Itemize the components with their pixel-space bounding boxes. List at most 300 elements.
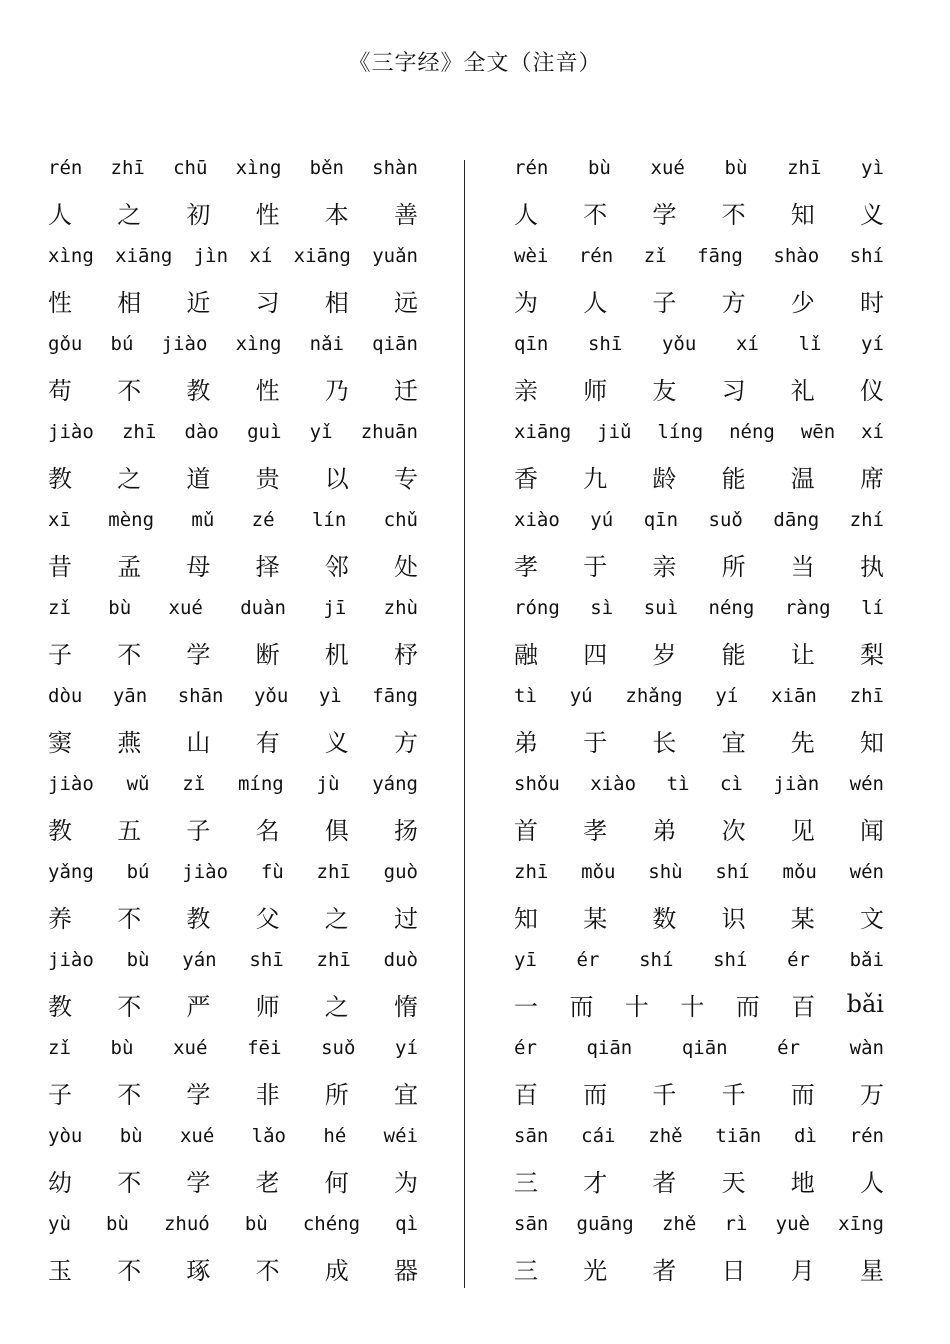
hanzi-character: 见 (790, 816, 815, 845)
right-hanzi-line-1 (514, 190, 884, 234)
hanzi-character: 宜 (721, 728, 746, 757)
hanzi-character: 不 (255, 1256, 280, 1285)
right-pinyin-line-13 (514, 1202, 884, 1246)
hanzi-character: 万 (859, 1080, 884, 1109)
pinyin-syllable: yáng (372, 773, 418, 795)
pinyin-syllable: líng (657, 421, 704, 443)
pinyin-syllable: guāng (576, 1213, 634, 1235)
pinyin-syllable: ér (576, 949, 600, 971)
hanzi-character: 文 (859, 904, 884, 933)
hanzi-character: 义 (859, 200, 884, 229)
hanzi-character: 而 (790, 1080, 815, 1109)
pinyin-syllable: wèi (514, 245, 549, 267)
pinyin-syllable: yì (318, 685, 342, 707)
hanzi-character: 数 (652, 904, 677, 933)
hanzi-character: 不 (721, 200, 746, 229)
hanzi-character: 三 (514, 1256, 538, 1285)
pinyin-syllable: zhī (121, 421, 157, 443)
hanzi-character: 识 (721, 904, 746, 933)
pinyin-syllable: xué (179, 1125, 215, 1147)
pinyin-syllable: suǒ (708, 509, 743, 531)
pinyin-syllable: dòu (48, 685, 83, 707)
hanzi-character: 之 (117, 200, 142, 229)
pinyin-syllable: zhī (849, 685, 884, 707)
hanzi-character: 山 (186, 728, 211, 757)
pinyin-syllable: sì (590, 597, 614, 619)
pinyin-syllable: mèng (108, 509, 155, 531)
hanzi-character: 苟 (48, 376, 72, 405)
pinyin-syllable: zhī (514, 861, 549, 883)
hanzi-character: 教 (186, 376, 211, 405)
hanzi-character: 教 (48, 992, 72, 1021)
pinyin-syllable: wéi (383, 1125, 418, 1147)
hanzi-character: 师 (255, 992, 280, 1021)
hanzi-character: 四 (583, 640, 608, 669)
hanzi-character: 温 (790, 464, 815, 493)
hanzi-character: 而 (583, 1080, 608, 1109)
hanzi-character: 性 (255, 200, 280, 229)
pinyin-syllable: yí (861, 333, 884, 355)
hanzi-character: 光 (583, 1256, 608, 1285)
right-hanzi-line-13 (514, 1246, 884, 1290)
right-hanzi-line-8 (514, 806, 884, 850)
pinyin-syllable: shí (713, 949, 748, 971)
pinyin-syllable: dì (793, 1125, 817, 1147)
hanzi-character: 弟 (652, 816, 677, 845)
pinyin-syllable: bù (244, 1213, 268, 1235)
hanzi-character: 地 (790, 1168, 815, 1197)
pinyin-syllable: shī (587, 333, 623, 355)
hanzi-character: 近 (186, 288, 211, 317)
left-pinyin-line-4 (48, 410, 418, 454)
hanzi-character: 窦 (48, 728, 72, 757)
hanzi-character: 机 (324, 640, 349, 669)
pinyin-syllable: zhí (849, 509, 884, 531)
pinyin-syllable: cì (719, 773, 743, 795)
right-pinyin-line-10 (514, 938, 884, 982)
right-pinyin-line-6 (514, 586, 884, 630)
hanzi-character: 才 (583, 1168, 608, 1197)
left-pinyin-line-8 (48, 762, 418, 806)
hanzi-character: 闻 (859, 816, 884, 845)
pinyin-syllable: lín (311, 509, 347, 531)
hanzi-character: 十 (624, 992, 649, 1021)
hanzi-character: 学 (186, 640, 211, 669)
hanzi-character: 为 (393, 1168, 418, 1197)
pinyin-syllable: chū (173, 157, 208, 179)
hanzi-character: 之 (324, 904, 349, 933)
pinyin-syllable: yán (182, 949, 217, 971)
pinyin-syllable: dāng (773, 509, 820, 531)
pinyin-syllable: wēn (800, 421, 836, 443)
pinyin-syllable: gǒu (48, 333, 83, 355)
pinyin-syllable: zhī (316, 861, 351, 883)
pinyin-syllable: sān (514, 1213, 549, 1235)
left-pinyin-line-10 (48, 938, 418, 982)
hanzi-character: 习 (721, 376, 746, 405)
hanzi-character: bǎi (846, 990, 884, 1018)
hanzi-character: 于 (583, 552, 608, 581)
left-hanzi-line-1 (48, 190, 418, 234)
hanzi-character: 能 (721, 464, 746, 493)
pinyin-syllable: shǒu (514, 773, 560, 795)
hanzi-character: 不 (117, 376, 142, 405)
pinyin-syllable: xiāng (115, 245, 173, 267)
pinyin-syllable: zǐ (48, 1037, 71, 1059)
pinyin-syllable: rì (724, 1213, 748, 1235)
hanzi-character: 惰 (393, 992, 418, 1021)
hanzi-character: 仪 (859, 376, 884, 405)
right-hanzi-line-9 (514, 894, 884, 938)
pinyin-syllable: zhī (110, 157, 145, 179)
hanzi-character: 器 (393, 1256, 418, 1285)
pinyin-syllable: mǒu (782, 861, 817, 883)
pinyin-syllable: bù (105, 1213, 129, 1235)
hanzi-character: 者 (652, 1168, 677, 1197)
left-pinyin-line-7 (48, 674, 418, 718)
hanzi-character: 扬 (393, 816, 418, 845)
hanzi-character: 岁 (652, 640, 677, 669)
hanzi-character: 某 (583, 904, 608, 933)
pinyin-syllable: hé (323, 1125, 347, 1147)
pinyin-syllable: xìng (235, 157, 282, 179)
pinyin-syllable: yǐ (309, 421, 333, 443)
hanzi-character: 之 (324, 992, 349, 1021)
pinyin-syllable: qīn (643, 509, 679, 531)
pinyin-syllable: shào (773, 245, 820, 267)
pinyin-syllable: xí (249, 245, 273, 267)
hanzi-character: 知 (790, 200, 815, 229)
hanzi-character: 不 (583, 200, 608, 229)
hanzi-character: 性 (255, 376, 280, 405)
pinyin-syllable: zhě (661, 1213, 697, 1235)
pinyin-syllable: zǐ (48, 597, 71, 619)
pinyin-syllable: bú (110, 333, 134, 355)
pinyin-syllable: bù (110, 1037, 134, 1059)
left-hanzi-line-3 (48, 366, 418, 410)
pinyin-syllable: xué (168, 597, 203, 619)
hanzi-character: 名 (255, 816, 280, 845)
pinyin-syllable: shí (639, 949, 674, 971)
hanzi-character: 千 (652, 1080, 677, 1109)
hanzi-character: 学 (652, 200, 677, 229)
hanzi-character: 少 (790, 288, 815, 317)
pinyin-syllable: zé (251, 509, 275, 531)
pinyin-syllable: yī (514, 949, 537, 971)
pinyin-syllable: jiǔ (597, 421, 632, 443)
pinyin-syllable: qiān (681, 1037, 728, 1059)
hanzi-character: 不 (117, 1256, 142, 1285)
pinyin-syllable: fāng (697, 245, 743, 267)
hanzi-character: 月 (790, 1256, 815, 1285)
hanzi-character: 方 (721, 288, 746, 317)
hanzi-character: 亲 (652, 552, 677, 581)
pinyin-syllable: ér (787, 949, 810, 971)
pinyin-syllable: xí (735, 333, 759, 355)
hanzi-character: 杼 (393, 640, 418, 669)
left-pinyin-line-11 (48, 1026, 418, 1070)
hanzi-character: 宜 (393, 1080, 418, 1109)
hanzi-character: 琢 (186, 1256, 211, 1285)
pinyin-syllable: shàn (372, 157, 418, 179)
pinyin-syllable: dào (184, 421, 219, 443)
hanzi-character: 俱 (324, 816, 349, 845)
pinyin-syllable: zhǎng (625, 685, 683, 707)
hanzi-character: 孟 (117, 552, 142, 581)
left-pinyin-line-1 (48, 146, 418, 190)
hanzi-character: 而 (735, 992, 760, 1021)
pinyin-syllable: xìng (235, 333, 282, 355)
hanzi-character: 孝 (514, 552, 538, 581)
right-pinyin-line-7 (514, 674, 884, 718)
pinyin-syllable: qīn (514, 333, 549, 355)
pinyin-syllable: lí (861, 597, 884, 619)
left-hanzi-line-4 (48, 454, 418, 498)
right-pinyin-line-4 (514, 410, 884, 454)
hanzi-character: 香 (514, 464, 538, 493)
pinyin-syllable: qiān (586, 1037, 633, 1059)
pinyin-syllable: yòu (48, 1125, 83, 1147)
pinyin-syllable: jiào (48, 949, 94, 971)
left-hanzi-line-2 (48, 278, 418, 322)
hanzi-character: 性 (48, 288, 72, 317)
pinyin-syllable: zhù (383, 597, 418, 619)
pinyin-syllable: lǎo (251, 1125, 286, 1147)
hanzi-character: 处 (393, 552, 418, 581)
hanzi-character: 日 (721, 1256, 746, 1285)
right-column (514, 146, 884, 1290)
left-hanzi-line-12 (48, 1158, 418, 1202)
pinyin-syllable: fēi (247, 1037, 282, 1059)
pinyin-syllable: yuǎn (372, 245, 418, 267)
right-hanzi-line-11 (514, 1070, 884, 1114)
pinyin-syllable: cái (581, 1125, 616, 1147)
hanzi-character: 首 (514, 816, 538, 845)
pinyin-syllable: néng (729, 421, 775, 443)
hanzi-character: 长 (652, 728, 677, 757)
hanzi-character: 梨 (859, 640, 884, 669)
right-hanzi-line-2 (514, 278, 884, 322)
left-pinyin-line-9 (48, 850, 418, 894)
hanzi-character: 过 (393, 904, 418, 933)
pinyin-syllable: qiān (372, 333, 418, 355)
pinyin-syllable: zhuān (360, 421, 418, 443)
pinyin-syllable: shān (177, 685, 224, 707)
hanzi-character: 专 (393, 464, 418, 493)
pinyin-syllable: yí (715, 685, 739, 707)
right-hanzi-line-5 (514, 542, 884, 586)
pinyin-syllable: róng (514, 597, 560, 619)
pinyin-syllable: xìng (48, 245, 94, 267)
pinyin-syllable: běn (309, 157, 344, 179)
left-column (48, 146, 418, 1290)
hanzi-character: 于 (583, 728, 608, 757)
hanzi-character: 初 (186, 200, 211, 229)
hanzi-character: 严 (186, 992, 211, 1021)
pinyin-syllable: lǐ (798, 333, 822, 355)
pinyin-syllable: xiào (590, 773, 637, 795)
pinyin-syllable: yǒu (661, 333, 697, 355)
pinyin-syllable: bù (587, 157, 611, 179)
hanzi-character: 融 (514, 640, 538, 669)
hanzi-character: 能 (721, 640, 746, 669)
pinyin-syllable: wén (849, 861, 884, 883)
hanzi-character: 之 (117, 464, 142, 493)
pinyin-syllable: yǎng (48, 861, 94, 883)
pinyin-syllable: bù (126, 949, 150, 971)
pinyin-syllable: jiào (48, 773, 94, 795)
hanzi-character: 邻 (324, 552, 349, 581)
hanzi-character: 善 (393, 200, 418, 229)
pinyin-syllable: guò (383, 861, 418, 883)
pinyin-syllable: jiào (48, 421, 94, 443)
pinyin-syllable: xué (173, 1037, 208, 1059)
pinyin-syllable: tì (514, 685, 537, 707)
right-pinyin-line-9 (514, 850, 884, 894)
right-hanzi-line-3 (514, 366, 884, 410)
left-pinyin-line-5 (48, 498, 418, 542)
hanzi-character: 不 (117, 1080, 142, 1109)
hanzi-character: 择 (255, 552, 280, 581)
pinyin-syllable: bù (724, 157, 748, 179)
pinyin-syllable: rén (578, 245, 614, 267)
pinyin-syllable: zhuó (163, 1213, 210, 1235)
hanzi-character: 贵 (255, 464, 280, 493)
hanzi-character: 昔 (48, 552, 72, 581)
hanzi-character: 不 (117, 992, 142, 1021)
hanzi-character: 子 (48, 640, 72, 669)
pinyin-syllable: yǒu (253, 685, 289, 707)
hanzi-character: 习 (255, 288, 280, 317)
pinyin-syllable: jī (323, 597, 347, 619)
pinyin-syllable: qì (395, 1213, 418, 1235)
hanzi-character: 子 (48, 1080, 72, 1109)
hanzi-character: 所 (721, 552, 746, 581)
hanzi-character: 养 (48, 904, 72, 933)
pinyin-syllable: yān (112, 685, 148, 707)
hanzi-character: 不 (117, 1168, 142, 1197)
pinyin-syllable: jìn (193, 245, 229, 267)
left-hanzi-line-10 (48, 982, 418, 1026)
left-hanzi-line-5 (48, 542, 418, 586)
pinyin-syllable: yí (395, 1037, 418, 1059)
right-pinyin-line-3 (514, 322, 884, 366)
pinyin-syllable: xiāng (514, 421, 572, 443)
left-pinyin-line-2 (48, 234, 418, 278)
hanzi-character: 先 (790, 728, 815, 757)
pinyin-syllable: ér (777, 1037, 801, 1059)
pinyin-syllable: wǔ (126, 773, 150, 795)
right-hanzi-line-4 (514, 454, 884, 498)
pinyin-syllable: suì (643, 597, 679, 619)
left-hanzi-line-11 (48, 1070, 418, 1114)
right-pinyin-line-11 (514, 1026, 884, 1070)
hanzi-character: 本 (324, 200, 349, 229)
hanzi-character: 九 (583, 464, 608, 493)
hanzi-character: 远 (393, 288, 418, 317)
pinyin-syllable: míng (237, 773, 284, 795)
hanzi-character: 席 (859, 464, 884, 493)
left-hanzi-line-13 (48, 1246, 418, 1290)
hanzi-character: 友 (652, 376, 677, 405)
pinyin-syllable: jiào (182, 861, 229, 883)
pinyin-syllable: xiào (514, 509, 560, 531)
pinyin-syllable: fāng (372, 685, 418, 707)
pinyin-syllable: rén (48, 157, 83, 179)
pinyin-syllable: mǒu (581, 861, 616, 883)
hanzi-character: 三 (514, 1168, 538, 1197)
hanzi-character: 相 (324, 288, 349, 317)
hanzi-character: 当 (790, 552, 815, 581)
hanzi-character: 相 (117, 288, 142, 317)
left-pinyin-line-12 (48, 1114, 418, 1158)
pinyin-syllable: zǐ (182, 773, 206, 795)
pinyin-syllable: yuè (775, 1213, 810, 1235)
hanzi-character: 方 (393, 728, 418, 757)
pinyin-syllable: bú (126, 861, 150, 883)
hanzi-character: 十 (680, 992, 705, 1021)
right-pinyin-line-8 (514, 762, 884, 806)
pinyin-syllable: yì (861, 157, 884, 179)
pinyin-syllable: xiān (771, 685, 817, 707)
pinyin-syllable: yú (569, 685, 593, 707)
pinyin-syllable: wén (849, 773, 884, 795)
pinyin-syllable: suǒ (321, 1037, 356, 1059)
pinyin-syllable: yú (590, 509, 614, 531)
pinyin-syllable: xī (48, 509, 71, 531)
hanzi-character: 义 (324, 728, 349, 757)
pinyin-syllable: tiān (715, 1125, 762, 1147)
pinyin-syllable: zǐ (643, 245, 667, 267)
hanzi-character: 成 (324, 1256, 349, 1285)
hanzi-character: 何 (324, 1168, 349, 1197)
hanzi-character: 星 (859, 1256, 884, 1285)
pinyin-syllable: tì (666, 773, 690, 795)
pinyin-syllable: xiāng (293, 245, 351, 267)
pinyin-syllable: xīng (838, 1213, 884, 1235)
hanzi-character: 非 (255, 1080, 280, 1109)
pinyin-syllable: ràng (784, 597, 831, 619)
hanzi-character: 时 (859, 288, 884, 317)
hanzi-character: 礼 (790, 376, 815, 405)
hanzi-character: 某 (790, 904, 815, 933)
right-pinyin-line-2 (514, 234, 884, 278)
pinyin-syllable: bù (108, 597, 132, 619)
pinyin-syllable: duàn (240, 597, 286, 619)
hanzi-character: 孝 (583, 816, 608, 845)
right-pinyin-line-1 (514, 146, 884, 190)
hanzi-character: 天 (721, 1168, 746, 1197)
hanzi-character: 弟 (514, 728, 538, 757)
hanzi-character: 玉 (48, 1256, 72, 1285)
pinyin-syllable: guì (247, 421, 282, 443)
pinyin-syllable: sān (514, 1125, 549, 1147)
pinyin-syllable: bǎi (849, 949, 884, 971)
pinyin-syllable: shí (849, 245, 884, 267)
pinyin-syllable: fù (260, 861, 284, 883)
hanzi-character: 教 (48, 464, 72, 493)
hanzi-character: 知 (514, 904, 538, 933)
hanzi-character: 老 (255, 1168, 280, 1197)
pinyin-syllable: zhě (648, 1125, 683, 1147)
hanzi-character: 父 (255, 904, 280, 933)
hanzi-character: 乃 (324, 376, 349, 405)
pinyin-syllable: zhī (316, 949, 351, 971)
hanzi-character: 断 (255, 640, 280, 669)
hanzi-character: 所 (324, 1080, 349, 1109)
pinyin-syllable: xué (650, 157, 685, 179)
left-hanzi-line-6 (48, 630, 418, 674)
